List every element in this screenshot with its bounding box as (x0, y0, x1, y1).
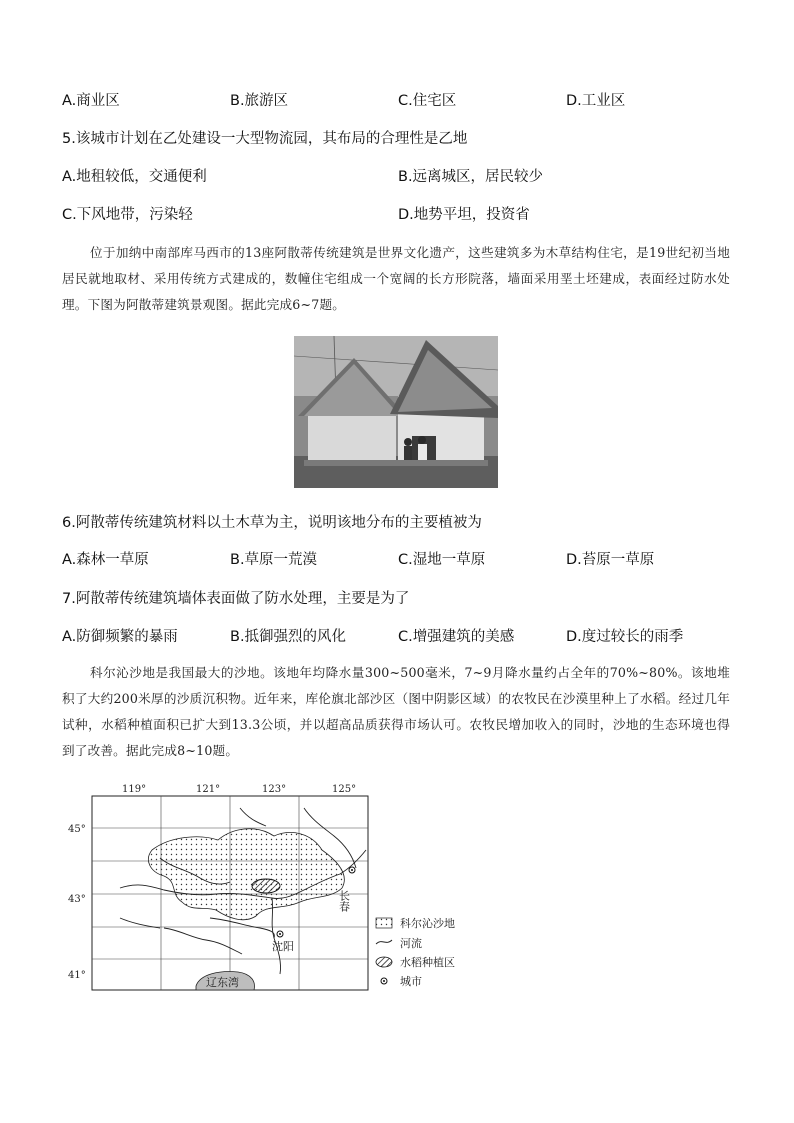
legend-rice-label: 水稻种植区 (400, 956, 455, 969)
legend-sand-label: 科尔沁沙地 (400, 917, 455, 930)
lon-label-121: 121° (196, 784, 221, 795)
lon-label-125: 125° (332, 784, 357, 795)
q6-option-b: B.草原一荒漠 (230, 552, 318, 568)
q5-option-d: D.地势平坦，投资省 (398, 207, 530, 223)
bay-label: 辽东湾 (206, 976, 239, 989)
lat-label-41: 41° (68, 970, 86, 981)
q5-stem: 5.该城市计划在乙处建设一大型物流园，其布局的合理性是乙地 (62, 131, 468, 147)
q5-option-a: A.地租较低，交通便利 (62, 169, 207, 185)
q5-option-b: B.远离城区，居民较少 (398, 169, 544, 185)
passage-horqin: 科尔沁沙地是我国最大的沙地。该地年均降水量300~500毫米，7~9月降水量约占全年的70%~80%。该地堆积了大约200米厚的沙质沉积物。近年来，库伦旗北部沙区（图中阴影区域）的农牧民在沙漠里种上了水稻。经过几年试种，水稻种植面积已扩大到13.3公顷，并以超高品质获得市场认可。农牧民增加收入的同时，沙地的生态环境也得到了改善。据此完成8~10题。 (62, 665, 730, 758)
q7-option-c: C.增强建筑的美感 (398, 629, 515, 645)
passage-ashanti: 位于加纳中南部库马西市的13座阿散蒂传统建筑是世界文化遗产，这些建筑多为木草结构住宅，是19世纪初当地居民就地取材、采用传统方式建成的，数幢住宅组成一个宽阔的长方形院落，墙面采用垩土坯建成，表面经过防水处理。下图为阿散蒂建筑景观图。据此完成6~7题。 (62, 245, 730, 312)
q5-option-c: C.下风地带，污染轻 (62, 207, 193, 223)
q7-option-d: D.度过较长的雨季 (566, 629, 684, 645)
q7-option-b: B.抵御强烈的风化 (230, 629, 347, 645)
q4-option-a: A.商业区 (62, 93, 120, 109)
q6-option-c: C.湿地一草原 (398, 552, 486, 568)
lon-label-123: 123° (262, 784, 287, 795)
legend-sand-swatch (376, 918, 392, 928)
city-shenyang-label: 沈阳 (272, 940, 294, 953)
q7-option-a: A.防御频繁的暴雨 (62, 629, 178, 645)
legend-river-label: 河流 (400, 937, 422, 950)
legend-city-label: 城市 (400, 975, 422, 988)
q7-stem: 7.阿散蒂传统建筑墙体表面做了防水处理，主要是为了 (62, 591, 410, 607)
lat-label-45: 45° (68, 824, 86, 835)
q4-option-d: D.工业区 (566, 93, 626, 109)
ashanti-building-photo (294, 336, 498, 488)
q4-option-c: C.住宅区 (398, 93, 457, 109)
q6-option-d: D.苔原一草原 (566, 552, 655, 568)
horqin-sandy-land-map (60, 778, 480, 998)
city-changchun-label: 长春 (337, 890, 351, 912)
lat-label-43: 43° (68, 894, 86, 905)
q6-stem: 6.阿散蒂传统建筑材料以土木草为主，说明该地分布的主要植被为 (62, 515, 482, 531)
legend-rice-swatch (376, 957, 392, 967)
q6-option-a: A.森林一草原 (62, 552, 149, 568)
q4-option-b: B.旅游区 (230, 93, 289, 109)
lon-label-119: 119° (122, 784, 147, 795)
legend-river-swatch (376, 940, 392, 944)
